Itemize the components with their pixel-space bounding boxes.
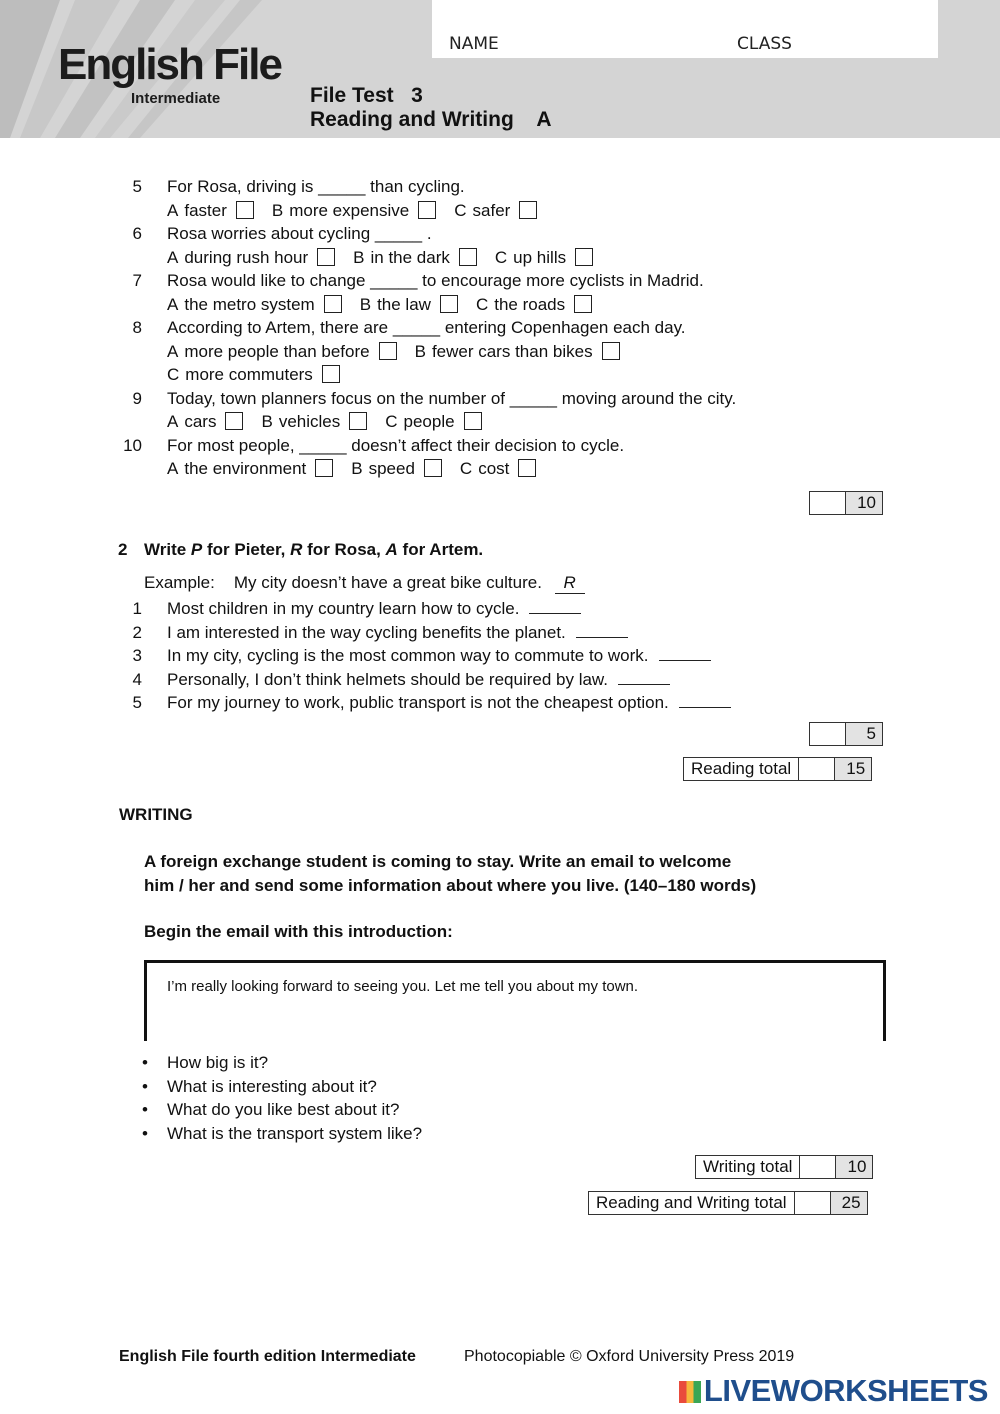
option <box>261 412 373 431</box>
reading-writing-total <box>588 1191 868 1215</box>
bullet-icon: • <box>142 1076 148 1096</box>
option <box>454 201 543 220</box>
name-label: NAME <box>449 34 499 54</box>
answer-checkbox[interactable] <box>324 295 342 313</box>
statement-row <box>118 668 670 690</box>
option-text: the metro system <box>184 294 315 314</box>
score-input-cell[interactable] <box>810 723 846 746</box>
option-text: the environment <box>184 459 307 478</box>
statement-row <box>118 621 628 643</box>
question-text: Rosa worries about cycling _____ . <box>167 224 432 243</box>
option-letter: A <box>167 412 179 431</box>
footer-edition: English File fourth edition Intermediate <box>119 1348 416 1365</box>
question-number: 5 <box>132 177 142 196</box>
option-letter: C <box>494 247 508 267</box>
bullet-icon: • <box>142 1100 148 1119</box>
option <box>476 295 598 314</box>
statement-number: 4 <box>132 669 142 689</box>
statement-number: 2 <box>132 622 142 642</box>
option-letter: A <box>167 247 179 267</box>
header-band <box>0 0 1000 138</box>
question-number: 6 <box>132 224 142 243</box>
option-row <box>167 248 599 268</box>
question-number: 9 <box>132 388 142 408</box>
option-letter: B <box>353 247 365 267</box>
option <box>167 412 249 431</box>
option-text: the law <box>377 294 431 314</box>
example-answer: R <box>555 573 585 594</box>
writing-total-label: Writing total <box>696 1156 800 1179</box>
logo-subtitle: Intermediate <box>131 90 221 107</box>
question-text: Today, town planners focus on the number of _____ moving around the city. <box>167 388 737 408</box>
statement-number: 1 <box>132 599 142 618</box>
answer-checkbox[interactable] <box>574 295 592 313</box>
option-text: people <box>403 412 455 431</box>
answer-checkbox[interactable] <box>315 459 333 477</box>
statement-row <box>118 691 731 713</box>
option-row <box>167 201 543 221</box>
option-row <box>167 412 488 432</box>
bullet-text: What is interesting about it? <box>167 1076 377 1096</box>
reading-total <box>683 757 872 781</box>
question-row <box>118 318 686 338</box>
answer-checkbox[interactable] <box>575 248 593 266</box>
answer-blank[interactable] <box>659 644 711 661</box>
option <box>167 295 348 314</box>
liveworksheets-logo: LIVEWORKSHEETS <box>679 1373 988 1409</box>
begin-instruction: Begin the email with this introduction: <box>144 922 453 941</box>
answer-checkbox[interactable] <box>236 201 254 219</box>
option-text: more people than before <box>184 341 370 361</box>
question-row <box>118 271 704 291</box>
section2-score <box>809 722 883 746</box>
question-row <box>118 177 465 197</box>
option-row <box>167 295 598 315</box>
score-max: 5 <box>846 723 883 746</box>
test-subtitle: Reading and Writing A <box>310 108 552 131</box>
reading-total-label: Reading total <box>684 758 799 781</box>
logo-title: English File <box>58 40 281 89</box>
option-letter: A <box>167 459 179 478</box>
option-row <box>167 365 346 385</box>
statement-row <box>118 644 711 666</box>
option-text: in the dark <box>370 247 450 267</box>
option-letter: C <box>454 200 467 220</box>
intro-text: I’m really looking forward to seeing you. Let me tell you about my town. <box>167 978 639 995</box>
option-letter: B <box>261 412 273 431</box>
question-number: 8 <box>132 318 142 337</box>
writing-heading: WRITING <box>119 805 193 824</box>
answer-checkbox[interactable] <box>418 201 436 219</box>
answer-checkbox[interactable] <box>379 342 397 360</box>
prompt-bullet <box>142 1053 268 1073</box>
prompt-bullet <box>142 1077 377 1097</box>
option-letter: C <box>167 365 180 384</box>
option <box>360 295 464 314</box>
option-letter: A <box>167 341 179 361</box>
score-input-cell[interactable] <box>800 1156 836 1179</box>
score-input-cell[interactable] <box>810 492 846 515</box>
answer-checkbox[interactable] <box>519 201 537 219</box>
option-letter: C <box>475 294 489 314</box>
writing-total-max: 10 <box>836 1156 873 1179</box>
question-text: According to Artem, there are _____ entering Copenhagen each day. <box>167 318 686 337</box>
answer-checkbox[interactable] <box>464 412 482 430</box>
answer-checkbox[interactable] <box>602 342 620 360</box>
option <box>415 342 626 361</box>
option-text: fewer cars than bikes <box>431 341 593 361</box>
bullet-text: What is the transport system like? <box>167 1123 423 1143</box>
bullet-text: How big is it? <box>167 1053 269 1072</box>
option <box>495 248 599 267</box>
answer-blank[interactable] <box>529 597 581 614</box>
option <box>385 412 487 431</box>
bullet-text: What do you like best about it? <box>167 1100 400 1119</box>
option-text: more expensive <box>289 200 410 220</box>
question-text: Rosa would like to change _____ to encourage more cyclists in Madrid. <box>167 271 704 290</box>
answer-checkbox[interactable] <box>518 459 536 477</box>
option <box>460 459 542 478</box>
question-row <box>118 224 432 244</box>
question-text: For Rosa, driving is _____ than cycling. <box>167 177 465 196</box>
option-row <box>167 342 626 362</box>
option <box>167 248 341 267</box>
statement-number: 5 <box>132 693 142 712</box>
writing-task-line2: him / her and send some information about where you live. (140–180 words) <box>144 876 757 895</box>
question-number: 7 <box>132 271 142 290</box>
option-letter: B <box>414 341 426 361</box>
question-row <box>118 436 624 456</box>
option <box>353 248 483 267</box>
rw-total-label: Reading and Writing total <box>589 1192 795 1215</box>
score-input-cell[interactable] <box>794 1192 830 1215</box>
liveworksheets-icon <box>679 1381 701 1403</box>
answer-checkbox[interactable] <box>424 459 442 477</box>
test-title: File Test 3 <box>310 84 423 107</box>
score-input-cell[interactable] <box>799 758 835 781</box>
answer-checkbox[interactable] <box>225 412 243 430</box>
option-letter: B <box>359 294 372 314</box>
answer-checkbox[interactable] <box>322 365 340 383</box>
answer-blank[interactable] <box>679 691 731 708</box>
intro-box <box>144 960 886 1041</box>
statement-row <box>118 597 581 619</box>
writing-total <box>695 1155 873 1179</box>
bullet-icon: • <box>142 1123 148 1143</box>
score-max: 10 <box>846 492 883 515</box>
option-text: during rush hour <box>184 247 309 267</box>
option-text: more commuters <box>185 365 313 384</box>
footer-copyright: Photocopiable © Oxford University Press 2019 <box>464 1348 795 1365</box>
statement-text: Most children in my country learn how to cycle. <box>167 599 520 618</box>
reading-total-max: 15 <box>835 758 872 781</box>
option <box>167 365 346 384</box>
question-row <box>118 389 736 409</box>
statement-text: Personally, I don’t think helmets should be required by law. <box>167 669 608 689</box>
example-row: Example: My city doesn’t have a great bike culture. R <box>144 573 585 594</box>
answer-checkbox[interactable] <box>317 248 335 266</box>
rw-total-max: 25 <box>830 1192 867 1215</box>
class-label: CLASS <box>737 34 792 54</box>
name-class-bar <box>432 0 938 58</box>
option-text: safer <box>472 200 511 220</box>
section2-instruction: Write P for Pieter, R for Rosa, A for Artem. <box>144 540 484 559</box>
statement-text: In my city, cycling is the most common way to commute to work. <box>167 646 649 665</box>
question-text: For most people, _____ doesn’t affect their decision to cycle. <box>167 435 625 455</box>
option <box>272 201 442 220</box>
option-letter: A <box>167 200 179 220</box>
option <box>167 342 403 361</box>
option-letter: B <box>271 200 284 220</box>
option <box>167 459 339 478</box>
prompt-bullet <box>142 1124 422 1144</box>
option-text: vehicles <box>278 412 341 431</box>
answer-checkbox[interactable] <box>349 412 367 430</box>
option-letter: B <box>351 459 363 478</box>
option-text: faster <box>184 200 227 220</box>
bullet-icon: • <box>142 1053 148 1072</box>
option-letter: C <box>385 412 398 431</box>
option <box>167 201 260 220</box>
option-letter: A <box>167 294 179 314</box>
answer-checkbox[interactable] <box>459 248 477 266</box>
section2-number: 2 <box>118 540 128 559</box>
question-number: 10 <box>123 435 142 455</box>
statement-text: For my journey to work, public transport is not the cheapest option. <box>167 693 669 712</box>
option-letter: C <box>459 459 473 478</box>
prompt-bullet <box>142 1100 399 1120</box>
option-text: the roads <box>494 294 566 314</box>
option-row <box>167 459 542 479</box>
option <box>351 459 448 478</box>
writing-task-line1: A foreign exchange student is coming to stay. Write an email to welcome <box>144 852 732 871</box>
option-text: up hills <box>513 247 567 267</box>
answer-blank[interactable] <box>618 668 670 685</box>
statement-number: 3 <box>132 646 142 665</box>
statement-text: I am interested in the way cycling benefits the planet. <box>167 622 566 642</box>
section1-score <box>809 491 883 515</box>
answer-blank[interactable] <box>576 621 628 638</box>
option-text: cost <box>478 459 510 478</box>
option-text: speed <box>368 459 415 478</box>
answer-checkbox[interactable] <box>440 295 458 313</box>
option-text: cars <box>184 412 217 431</box>
